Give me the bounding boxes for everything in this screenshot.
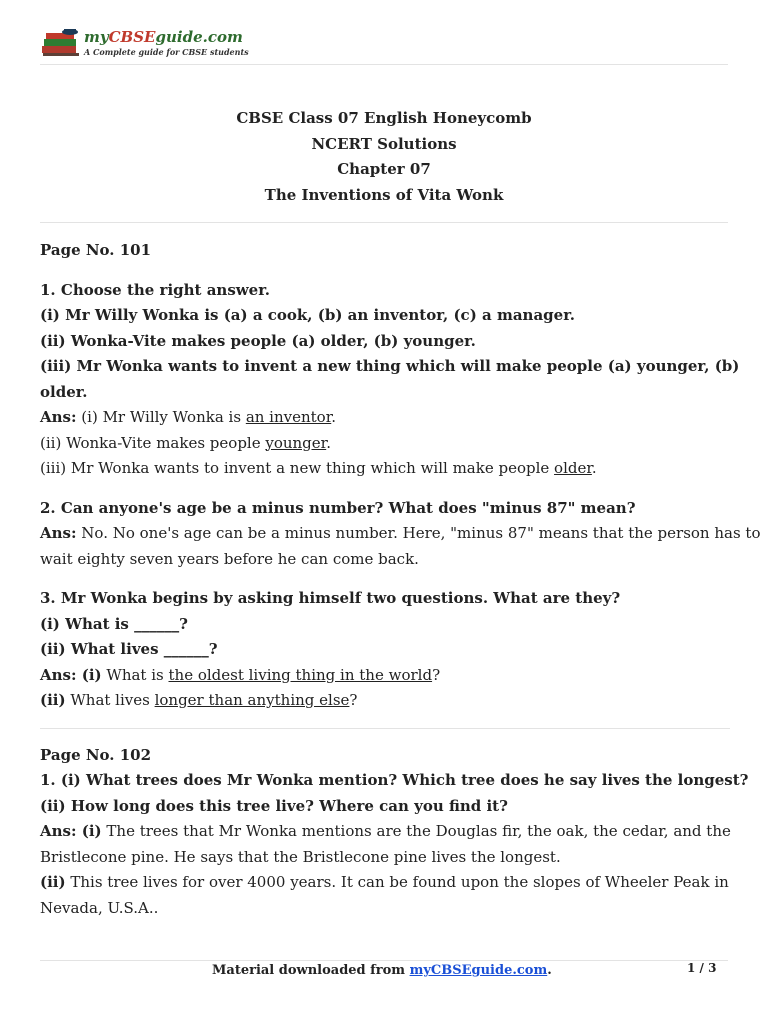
q3-sub-1: (i) What is ______? xyxy=(40,614,188,633)
p102-answer-1-cont: Bristlecone pine. He says that the Bristlecone pine lives the longest. xyxy=(40,847,561,866)
footer-link[interactable]: myCBSEguide.com xyxy=(409,963,548,978)
q1-answer-3: (iii) Mr Wonka wants to invent a new thing which will make people older. xyxy=(40,459,597,477)
p102-answer-1: Ans: (i) The trees that Mr Wonka mentions are the Douglas fir, the oak, the cedar, and the xyxy=(40,822,731,840)
q3-answer-2: (ii) What lives longer than anything else? xyxy=(40,691,358,709)
page-number: 1 / 3 xyxy=(687,961,717,975)
q1-option-2: (ii) Wonka-Vite makes people (a) older, (b) younger. xyxy=(40,331,476,350)
q1-answer-1: Ans: (i) Mr Willy Wonka is an inventor. xyxy=(40,408,337,426)
document-title xyxy=(40,106,728,208)
title-line-2: NCERT Solutions xyxy=(311,134,457,153)
q1-option-1: (i) Mr Willy Wonka is (a) a cook, (b) an inventor, (c) a manager. xyxy=(40,306,575,324)
section-divider xyxy=(40,728,730,729)
q1-question: 1. Choose the right answer. xyxy=(40,280,270,299)
p102-q1-question-2: (ii) How long does this tree live? Where can you find it? xyxy=(40,796,508,815)
document-body xyxy=(40,238,761,921)
page-heading-102: Page No. 102 xyxy=(40,745,152,764)
p102-answer-2-cont: Nevada, U.S.A.. xyxy=(40,898,159,917)
page-header xyxy=(40,24,728,65)
logo-name: myCBSEguide.com xyxy=(84,28,243,46)
title-line-3: Chapter 07 xyxy=(337,160,431,178)
books-icon xyxy=(40,26,82,58)
q3-answer-1: Ans: (i) What is the oldest living thing in the world? xyxy=(40,665,441,684)
p102-q1-question-1: 1. (i) What trees does Mr Wonka mention? Which tree does he say lives the longest? xyxy=(40,771,749,789)
q3-sub-2: (ii) What lives ______? xyxy=(40,640,218,658)
title-line-4: The Inventions of Vita Wonk xyxy=(264,185,504,204)
site-logo[interactable] xyxy=(40,26,250,62)
page-heading-101: Page No. 101 xyxy=(40,241,152,259)
q1-option-3: (iii) Mr Wonka wants to invent a new thing which will make people (a) younger, (b) xyxy=(40,357,740,375)
q3-question: 3. Mr Wonka begins by asking himself two questions. What are they? xyxy=(40,589,621,607)
footer-divider xyxy=(40,960,728,961)
logo-tagline: A Complete guide for CBSE students xyxy=(84,47,249,57)
title-divider xyxy=(40,222,728,223)
q2-answer-1: Ans: No. No one's age can be a minus number. Here, "minus 87" means that the person has to xyxy=(40,524,761,542)
q2-answer-2: wait eighty seven years before he can come back. xyxy=(40,549,419,568)
q1-answer-2: (ii) Wonka-Vite makes people younger. xyxy=(40,433,331,452)
p102-answer-2: (ii) This tree lives for over 4000 years. It can be found upon the slopes of Wheeler Peak in xyxy=(40,873,729,891)
q1-option-3-cont: older. xyxy=(40,382,88,401)
q2-question: 2. Can anyone's age be a minus number? What does "minus 87" mean? xyxy=(40,498,636,517)
footer-text: Material downloaded from myCBSEguide.com. xyxy=(212,963,552,978)
title-line-1: CBSE Class 07 English Honeycomb xyxy=(236,109,532,127)
